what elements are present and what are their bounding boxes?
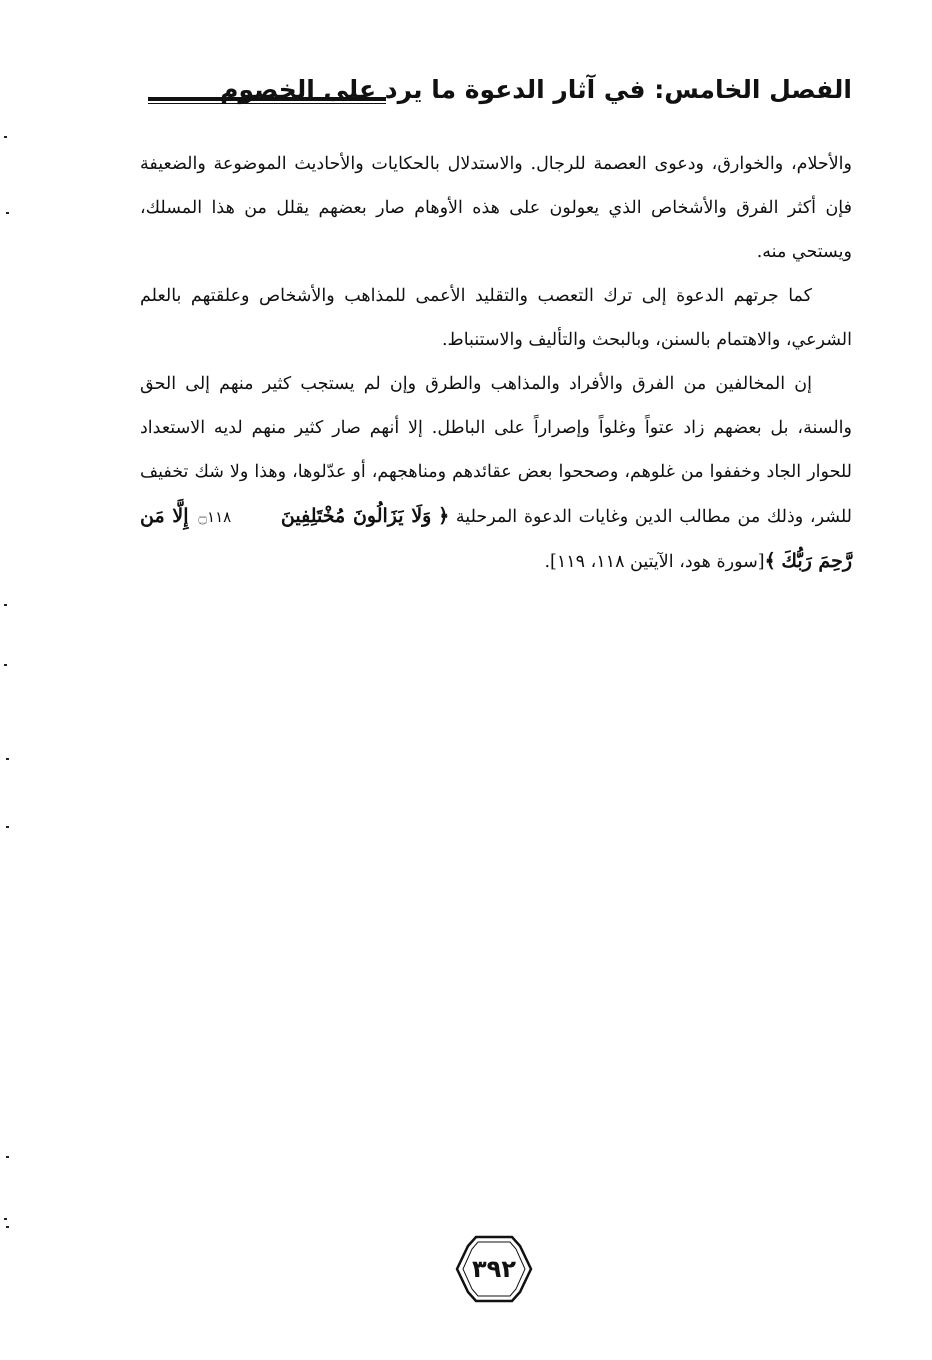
scan-speck (6, 1226, 9, 1228)
scan-speck (4, 1218, 7, 1220)
scan-speck (4, 664, 7, 666)
paragraph-1: والأحلام، والخوارق، ودعوى العصمة للرجال. والاستدلال بالحكايات والأحاديث الموضوعة والضعيفة فإن أكثر الفرق والأشخاص الذي يعولون على هذه الأوهام صار بعضهم يقلل من هذا المسلك، ويستحي منه. (140, 154, 852, 262)
page-number: ٣٩٢ (472, 1255, 516, 1283)
page-number-badge (454, 1234, 534, 1304)
quran-open-bracket: ﴿ (438, 505, 450, 527)
scan-speck (4, 136, 7, 138)
verse-reference: [سورة هود، الآيتين ١١٨، ١١٩]. (544, 552, 765, 572)
scan-speck (6, 826, 9, 828)
running-header (140, 70, 852, 114)
ayah-number-mark: ۝١١٨ (198, 508, 232, 526)
scan-speck (6, 758, 9, 760)
quran-close-bracket: ﴾ (764, 550, 776, 572)
paragraph-3 (140, 362, 852, 584)
chapter-title: الفصل الخامس: في آثار الدعوة ما يرد على الخصوم (220, 75, 852, 104)
paragraph-2: كما جرتهم الدعوة إلى ترك التعصب والتقليد الأعمى للمذاهب والأشخاص وعلقتهم بالعلم الشرعي، والاهتمام بالسنن، وبالبحث والتأليف والاستنباط. (140, 286, 852, 350)
scan-speck (6, 1156, 9, 1158)
header-rule (148, 97, 386, 104)
scan-speck (4, 604, 7, 606)
quran-verse-part-1: وَلَا يَزَالُونَ مُخْتَلِفِينَ (280, 505, 432, 527)
quran-verse-part-2: إِلَّا مَن رَّحِمَ رَبُّكَ (140, 505, 852, 572)
body-text (140, 142, 852, 584)
scan-speck (6, 212, 9, 214)
paragraph-3-text: إن المخالفين من الفرق والأفراد والمذاهب والطرق وإن لم يستجب كثير منهم إلى الحق والسنة، بل بعضهم زاد عتواً وغلواً وإصراراً على الباطل. إلا أنهم صار كثير منهم لديه الاستعداد للحوار الجاد وخففوا من غلوهم، وصححوا بعض عقائدهم ومناهجهم، أو عدّلوها، وهذا ولا شك تخفيف للشر، وذلك من مطالب الدين وغايات الدعوة المرحلية (140, 374, 852, 527)
